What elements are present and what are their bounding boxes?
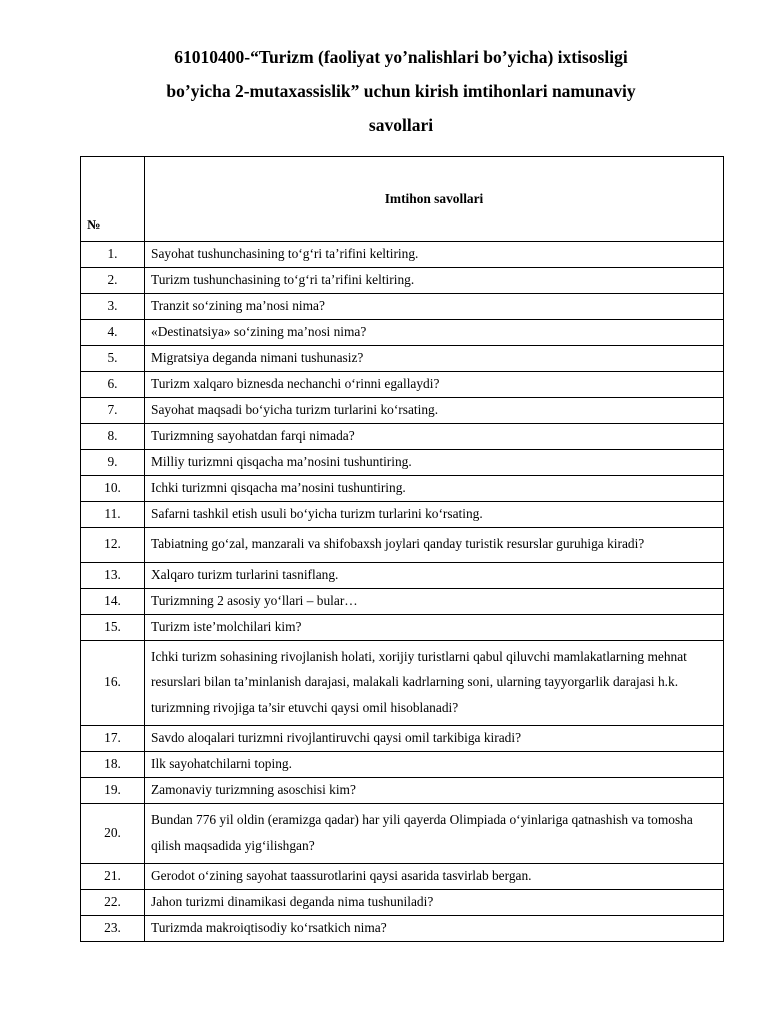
row-question: Jahon turizmi dinamikasi deganda nima tushuniladi? bbox=[145, 890, 724, 916]
title-line-1: 61010400-“Turizm (faoliyat yo’nalishlari bo’yicha) ixtisosligi bbox=[174, 47, 628, 67]
header-questions: Imtihon savollari bbox=[145, 157, 724, 242]
row-number: 19. bbox=[81, 778, 145, 804]
row-question: Xalqaro turizm turlarini tasniflang. bbox=[145, 562, 724, 588]
row-number: 7. bbox=[81, 398, 145, 424]
row-question: Turizmda makroiqtisodiy ko‘rsatkich nima? bbox=[145, 916, 724, 942]
table-row bbox=[81, 804, 724, 864]
row-question: Ilk sayohatchilarni toping. bbox=[145, 752, 724, 778]
row-question: Safarni tashkil etish usuli bo‘yicha turizm turlarini ko‘rsating. bbox=[145, 502, 724, 528]
table-row bbox=[81, 242, 724, 268]
row-question: Tabiatning go‘zal, manzarali va shifobaxsh joylari qanday turistik resurslar guruhiga kiradi? bbox=[145, 528, 724, 563]
row-question: Sayohat tushunchasining to‘g‘ri ta’rifini keltiring. bbox=[145, 242, 724, 268]
table-row bbox=[81, 502, 724, 528]
questions-table bbox=[80, 156, 724, 942]
table-row bbox=[81, 424, 724, 450]
row-number: 5. bbox=[81, 346, 145, 372]
row-number: 20. bbox=[81, 804, 145, 864]
table-row bbox=[81, 864, 724, 890]
table-row bbox=[81, 778, 724, 804]
row-question: «Destinatsiya» so‘zining ma’nosi nima? bbox=[145, 320, 724, 346]
row-number: 15. bbox=[81, 614, 145, 640]
row-question: Turizmning sayohatdan farqi nimada? bbox=[145, 424, 724, 450]
table-row bbox=[81, 268, 724, 294]
table-row bbox=[81, 752, 724, 778]
table-row bbox=[81, 640, 724, 726]
table-row bbox=[81, 398, 724, 424]
title-line-2: bo’yicha 2-mutaxassislik” uchun kirish imtihonlari namunaviy bbox=[166, 81, 636, 101]
table-row bbox=[81, 372, 724, 398]
table-row bbox=[81, 588, 724, 614]
row-question: Tranzit so‘zining ma’nosi nima? bbox=[145, 294, 724, 320]
row-question: Bundan 776 yil oldin (eramizga qadar) har yili qayerda Olimpiada o‘yinlariga qatnashish va tomosha qilish maqsadida yig‘ilishgan? bbox=[145, 804, 724, 864]
row-number: 16. bbox=[81, 640, 145, 726]
row-question: Zamonaviy turizmning asoschisi kim? bbox=[145, 778, 724, 804]
row-number: 3. bbox=[81, 294, 145, 320]
row-number: 23. bbox=[81, 916, 145, 942]
document-title bbox=[80, 40, 722, 142]
row-number: 10. bbox=[81, 476, 145, 502]
table-row bbox=[81, 346, 724, 372]
table-header-row bbox=[81, 157, 724, 242]
row-question: Turizmning 2 asosiy yo‘llari – bular… bbox=[145, 588, 724, 614]
table-row bbox=[81, 614, 724, 640]
row-question: Migratsiya deganda nimani tushunasiz? bbox=[145, 346, 724, 372]
row-question: Savdo aloqalari turizmni rivojlantiruvchi qaysi omil tarkibiga kiradi? bbox=[145, 726, 724, 752]
row-number: 2. bbox=[81, 268, 145, 294]
table-row bbox=[81, 320, 724, 346]
table-row bbox=[81, 450, 724, 476]
row-number: 14. bbox=[81, 588, 145, 614]
row-question: Sayohat maqsadi bo‘yicha turizm turlarini ko‘rsating. bbox=[145, 398, 724, 424]
title-line-3: savollari bbox=[368, 115, 434, 135]
row-number: 6. bbox=[81, 372, 145, 398]
row-number: 22. bbox=[81, 890, 145, 916]
row-number: 18. bbox=[81, 752, 145, 778]
table-row bbox=[81, 562, 724, 588]
header-number: № bbox=[81, 157, 145, 242]
row-question: Turizm tushunchasining to‘g‘ri ta’rifini keltiring. bbox=[145, 268, 724, 294]
table-row bbox=[81, 916, 724, 942]
row-question: Ichki turizm sohasining rivojlanish holati, xorijiy turistlarni qabul qiluvchi mamlakatlarning mehnat resurslari bilan ta’minlanish darajasi, malakali kadrlarning soni, ularning tayyorgarlik darajasi h.k. turizmning rivojiga ta’sir etuvchi qaysi omil hisoblanadi? bbox=[145, 640, 724, 726]
row-number: 8. bbox=[81, 424, 145, 450]
row-number: 11. bbox=[81, 502, 145, 528]
table-row bbox=[81, 294, 724, 320]
row-number: 9. bbox=[81, 450, 145, 476]
row-number: 12. bbox=[81, 528, 145, 563]
row-number: 4. bbox=[81, 320, 145, 346]
table-row bbox=[81, 726, 724, 752]
row-number: 17. bbox=[81, 726, 145, 752]
row-number: 1. bbox=[81, 242, 145, 268]
row-number: 21. bbox=[81, 864, 145, 890]
row-number: 13. bbox=[81, 562, 145, 588]
row-question: Ichki turizmni qisqacha ma’nosini tushuntiring. bbox=[145, 476, 724, 502]
table-row bbox=[81, 890, 724, 916]
row-question: Milliy turizmni qisqacha ma’nosini tushuntiring. bbox=[145, 450, 724, 476]
row-question: Gerodot o‘zining sayohat taassurotlarini qaysi asarida tasvirlab bergan. bbox=[145, 864, 724, 890]
row-question: Turizm xalqaro biznesda nechanchi o‘rinni egallaydi? bbox=[145, 372, 724, 398]
table-row bbox=[81, 476, 724, 502]
table-row bbox=[81, 528, 724, 563]
row-question: Turizm iste’molchilari kim? bbox=[145, 614, 724, 640]
